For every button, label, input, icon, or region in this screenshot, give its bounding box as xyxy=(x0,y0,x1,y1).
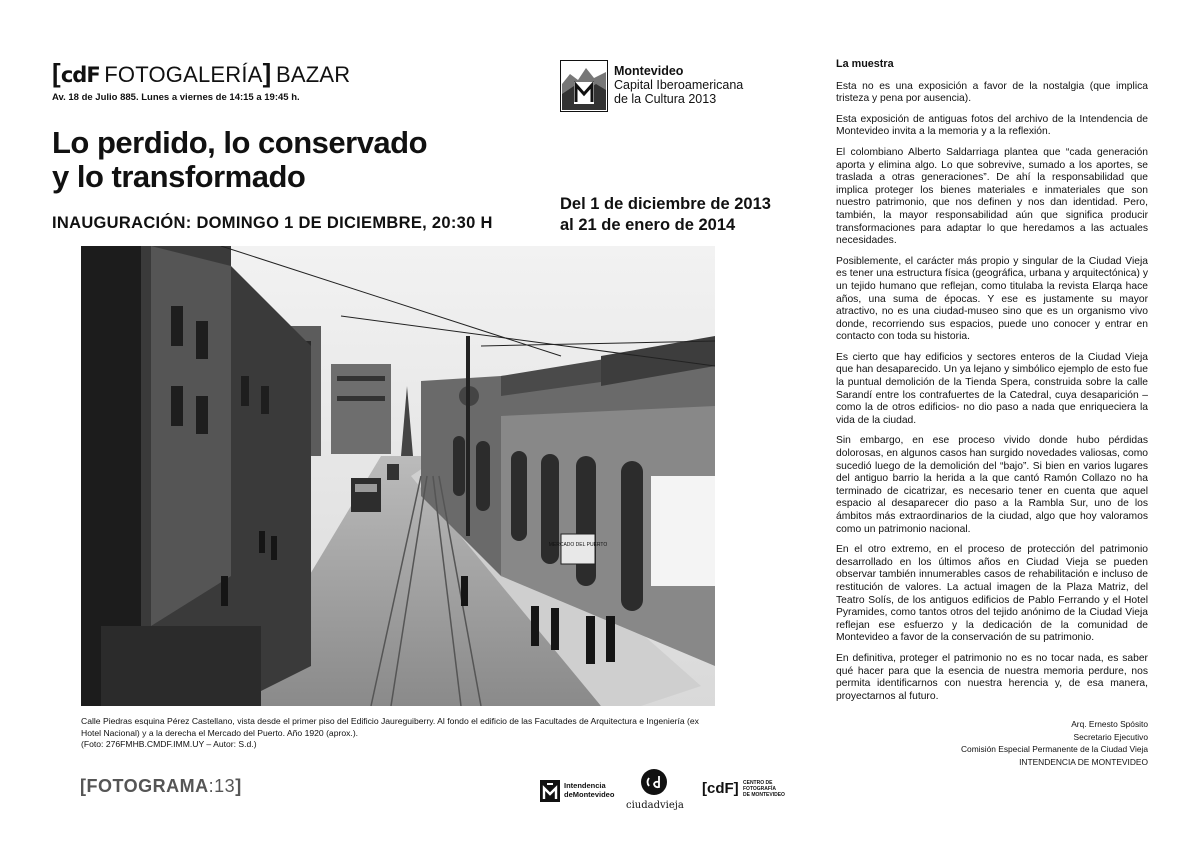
capital-logo-text xyxy=(614,64,743,106)
intendencia-text xyxy=(564,781,614,799)
title-line-1: Lo perdido, lo conservado xyxy=(52,125,428,160)
signature-name: Arq. Ernesto Spósito xyxy=(1071,719,1148,729)
photo-caption xyxy=(81,716,721,751)
caption-credit: (Foto: 276FMHB.CMDF.IMM.UY – Autor: S.d.) xyxy=(81,739,257,749)
essay-paragraph: En definitiva, proteger el patrimonio no es no tocar nada, es saber qué hacer para que la esencia de nuestra memoria perdure, nos permita identificarnos con nuestra herencia y, de esa manera, proyectarnos al futuro. xyxy=(836,652,1148,702)
title-line-2: y lo transformado xyxy=(52,159,306,194)
montevideo-capital-logo-icon xyxy=(560,60,608,112)
fotograma-logo: [FOTOGRAMA:13] xyxy=(80,776,242,796)
gallery-brand xyxy=(52,60,350,88)
capital-line-1: Montevideo xyxy=(614,64,684,78)
historic-street-photo xyxy=(81,246,715,706)
cdf-line-3: DE MONTEVIDEO xyxy=(743,792,785,798)
signature-role: Secretario Ejecutivo xyxy=(1073,731,1148,742)
exhibition-dates xyxy=(560,194,771,236)
essay-paragraph: Esta no es una exposición a favor de la nostalgia (que implica tristeza y pena por ausencia). xyxy=(836,80,1148,105)
bracket-open: [ xyxy=(52,58,61,88)
dates-line-1: Del 1 de diciembre de 2013 xyxy=(560,195,771,213)
fotograma-label: FOTOGRAMA xyxy=(86,776,209,796)
gallery-name: FOTOGALERÍA xyxy=(104,62,263,87)
essay-paragraph: El colombiano Alberto Saldarriaga plantea que “cada generación aporta y elimina algo. Lo que sobrevive, sumado a los aportes, se traslada a otras generaciones”. De ahí la responsabilidad que implica proteger los bienes materiales e inmateriales que son nuestro patrimonio, que nos definen y nos dan identidad. Pero, también, la mayor responsabilidad aún que significa producir transformaciones para adaptar lo que heredamos a las actuales necesidades. xyxy=(836,146,1148,247)
ciudadvieja-logo-icon xyxy=(640,768,668,796)
capital-line-3: de la Cultura 2013 xyxy=(614,92,717,106)
cdf-line-2: FOTOGRAFÍA xyxy=(743,786,776,792)
essay-paragraph: Esta exposición de antiguas fotos del archivo de la Intendencia de Montevideo invita a la memoria y a la reflexión. xyxy=(836,113,1148,138)
venue-name: BAZAR xyxy=(276,62,351,87)
intendencia-logo-icon xyxy=(540,780,560,802)
capital-line-2: Capital Iberoamericana xyxy=(614,78,744,92)
signature-org: INTENDENCIA DE MONTEVIDEO xyxy=(1019,756,1148,767)
cdf-footer-logo: [cdF] xyxy=(702,780,739,797)
essay-paragraph: En el otro extremo, en el proceso de protección del patrimonio desarrollado en los últimos años en Ciudad Vieja se pueden observar también innumerables casos de rehabilitación e incluso de restitución de valores. La actual imagen de la Plaza Matriz, del Teatro Solís, de los antiguos edificios de Pablo Ferrando y el Hotel Pyramides, como tantos otros del tejido anónimo de la Ciudad Vieja reflejan ese esfuerzo y la dedicación de la comunidad de Montevideo a favor de la conservación de su patrimonio. xyxy=(836,544,1148,644)
intendencia-line-1: Intendencia xyxy=(564,781,606,790)
cdf-wordmark: cdF xyxy=(60,63,100,87)
fotograma-number: :13 xyxy=(208,776,236,796)
opening-info: INAUGURACIÓN: DOMINGO 1 DE DICIEMBRE, 20:30 H xyxy=(52,214,493,232)
signature-commission: Comisión Especial Permanente de la Ciudad Vieja xyxy=(961,744,1148,755)
caption-text: Calle Piedras esquina Pérez Castellano, vista desde el primer piso del Edificio Jaureguiberry. Al fondo el edificio de las Facultades de Arquitectura e Ingeniería (ex Hotel Nacional) y a la derecha el Mercado del Puerto. Año 1920 (aprox.). xyxy=(81,716,699,738)
ciudadvieja-text: ciudadvieja xyxy=(626,800,684,811)
market-sign: MERCADO DEL PUERTO xyxy=(548,542,608,548)
cdf-line-1: CENTRO DE xyxy=(743,780,773,786)
cdf-footer-wordmark: cdF xyxy=(707,780,734,797)
gallery-address: Av. 18 de Julio 885. Lunes a viernes de 14:15 a 19:45 h. xyxy=(52,92,300,103)
bracket-close: ] xyxy=(262,58,272,88)
essay-heading: La muestra xyxy=(836,58,894,70)
essay-column xyxy=(836,58,1148,711)
essay-signature xyxy=(900,718,1148,768)
essay-paragraph: Posiblemente, el carácter más propio y singular de la Ciudad Vieja es tener una estructura física (geográfica, urbana y arquitectónica) y un tejido humano que reflejan, como titulaba la revista Elarqa hace años, una suma de épocas. Y ese es justamente su mayor atractivo, no es una ciudad-museo sino que es un organismo vivo donde, recorriendo sus espacios, puede uno conocer y entrar en contacto con toda su historia. xyxy=(836,255,1148,343)
essay-paragraph: Sin embargo, en ese proceso vivido donde hubo pérdidas dolorosas, en algunos casos han surgido novedades valiosas, como sucedió luego de la demolición del “bajo”. Si bien en varios lugares del antiguo barrio la herida a la que cantó Ramón Collazo no ha terminado de cicatrizar, es necesario tener en cuenta que aquel espacio al desaparecer dio paso a la Rambla Sur, uno de los ámbitos más extraordinarios de la ciudad, algo que hoy valoramos como un patrimonio nacional. xyxy=(836,435,1148,535)
exhibition-title xyxy=(52,126,427,194)
essay-paragraph: Es cierto que hay edificios y sectores enteros de la Ciudad Vieja que han desaparecido. Un ya lejano y simbólico ejemplo de esto fue la puntual demolición de la Tienda Spera, construida sobre la calle Sarandí entre los contrafuertes de la Catedral, cuya desaparición –como la de otros edificios- no dio paso a nada que enriqueciera la vida de la ciudad. xyxy=(836,351,1148,426)
dates-line-2: al 21 de enero de 2014 xyxy=(560,216,736,234)
cdf-footer-text xyxy=(743,780,785,798)
intendencia-line-2: deMontevideo xyxy=(564,790,615,799)
